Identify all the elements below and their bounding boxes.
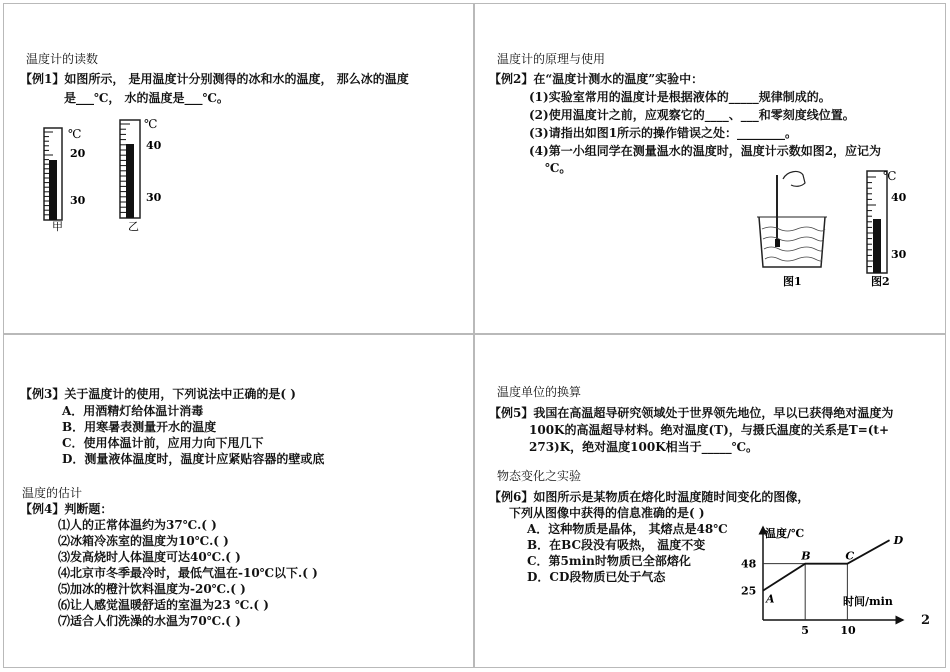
figure-1-caption: 图1 bbox=[783, 275, 802, 288]
question-1-line-2: 是___℃， 水的温度是___℃。 bbox=[64, 91, 229, 105]
thermometer-jia-unit: ℃ bbox=[68, 127, 82, 141]
question-4-item-6: ⑹让人感觉温暖舒适的室温为23 ℃.( ) bbox=[58, 598, 269, 612]
question-3-stem: 【例3】关于温度计的使用，下列说法中正确的是( ) bbox=[20, 387, 296, 401]
figure-2-caption: 图2 bbox=[871, 275, 890, 288]
figure-2-label-40: 40 bbox=[891, 191, 907, 204]
melting-curve bbox=[763, 540, 890, 590]
thermometer-yi-unit: ℃ bbox=[144, 117, 158, 131]
graph-y-label: 温度/℃ bbox=[765, 527, 805, 540]
question-1-line-1: 【例1】如图所示， 是用温度计分别测得的冰和水的温度， 那么冰的温度 bbox=[20, 72, 409, 86]
thermometer-jia-label-20: 20 bbox=[70, 147, 86, 160]
question-4-item-7: ⑺适合人们洗澡的水温为70℃.( ) bbox=[58, 614, 241, 628]
x-tick-label-10: 10 bbox=[840, 624, 856, 637]
question-3-option-d: D．测量液体温度时，温度计应紧贴容器的壁或底 bbox=[62, 452, 325, 466]
thermometer-yi-label-40: 40 bbox=[146, 139, 162, 152]
panel-thermometer-usage bbox=[3, 334, 474, 668]
question-6-line-2: 下列从图像中获得的信息准确的是( ) bbox=[509, 506, 705, 520]
question-6-option-c: C．第5min时物质已全部熔化 bbox=[527, 554, 691, 568]
question-4-item-3: ⑶发高烧时人体温度可达40℃.( ) bbox=[58, 550, 241, 564]
question-2-stem: 【例2】在“温度计测水的温度”实验中： bbox=[489, 72, 704, 86]
section-heading: 物态变化之实验 bbox=[497, 469, 582, 483]
question-2-item-3: (3)请指出如图1所示的操作错误之处：________。 bbox=[529, 126, 798, 140]
thermometer-yi-label-30: 30 bbox=[146, 191, 162, 204]
question-2-item-2: (2)使用温度计之前，应观察它的____、___和零刻度线位置。 bbox=[529, 108, 855, 122]
question-3-option-c: C．使用体温计前，应用力向下甩几下 bbox=[62, 436, 264, 450]
panel-temperature-units bbox=[474, 334, 946, 668]
question-4-item-5: ⑸加冰的橙汁饮料温度为-20℃.( ) bbox=[58, 582, 246, 596]
figure-1-beaker bbox=[753, 167, 833, 292]
question-6-line-1: 【例6】如图所示是某物质在熔化时温度随时间变化的图像， bbox=[489, 490, 810, 504]
figure-2-thermometer bbox=[863, 167, 923, 292]
figure-2-label-30: 30 bbox=[891, 248, 907, 261]
thermometer-yi bbox=[112, 114, 182, 234]
question-3-option-a: A．用酒精灯给体温计消毒 bbox=[62, 404, 204, 418]
question-3-option-b: B．用寒暑表测量开水的温度 bbox=[62, 420, 217, 434]
panel-thermometer-principle bbox=[474, 3, 946, 334]
thermometer-jia-name: 甲 bbox=[52, 220, 63, 232]
question-2-item-1: (1)实验室常用的温度计是根据液体的_____规律制成的。 bbox=[529, 90, 831, 104]
question-6-option-a: A．这种物质是晶体， 其熔点是48℃ bbox=[527, 522, 728, 536]
x-tick-label-5: 5 bbox=[801, 624, 809, 637]
thermometer-jia bbox=[32, 120, 102, 232]
question-5-line-3: 273)K，绝对温度100K相当于_____℃。 bbox=[529, 440, 759, 454]
question-4-item-2: ⑵冰箱冷冻室的温度为10℃.( ) bbox=[58, 534, 229, 548]
y-tick-label-48: 48 bbox=[741, 557, 757, 571]
y-tick-label-25: 25 bbox=[741, 584, 757, 598]
question-6-option-b: B．在BC段没有吸热， 温度不变 bbox=[527, 538, 706, 552]
point-label-c: C bbox=[845, 549, 855, 563]
point-label-d: D bbox=[893, 534, 904, 548]
question-4-item-4: ⑷北京市冬季最冷时，最低气温在-10℃以下.( ) bbox=[58, 566, 318, 580]
graph-x-label: 时间/min bbox=[843, 595, 893, 608]
section-heading: 温度单位的换算 bbox=[497, 385, 582, 399]
point-label-b: B bbox=[801, 549, 811, 563]
point-label-a: A bbox=[766, 592, 775, 606]
figure-2-unit: ℃ bbox=[883, 169, 897, 183]
section-heading: 温度计的读数 bbox=[26, 52, 99, 66]
question-4-stem: 【例4】判断题： bbox=[20, 502, 113, 516]
thermometer-yi-name: 乙 bbox=[128, 220, 139, 233]
question-2-item-4: (4)第一小组同学在测量温水的温度时，温度计示数如图2，应记为 bbox=[529, 144, 882, 158]
section-heading: 温度的估计 bbox=[22, 486, 83, 500]
melting-graph bbox=[731, 523, 911, 641]
question-5-line-2: 100K的高温超导材料。绝对温度(T)，与摄氏温度的关系是T=(t+ bbox=[529, 423, 890, 437]
question-2-item-4-cont: ℃。 bbox=[545, 161, 572, 175]
thermometer-jia-label-30: 30 bbox=[70, 194, 86, 207]
question-4-item-1: ⑴人的正常体温约为37℃.( ) bbox=[58, 518, 217, 532]
question-5-line-1: 【例5】我国在高温超导研究领域处于世界领先地位，早以已获得绝对温度为 bbox=[489, 406, 894, 420]
question-6-option-d: D．CD段物质已处于气态 bbox=[527, 570, 666, 584]
panel-thermometer-reading bbox=[3, 3, 474, 334]
page-number: 2 bbox=[921, 613, 931, 628]
section-heading: 温度计的原理与使用 bbox=[497, 52, 606, 66]
